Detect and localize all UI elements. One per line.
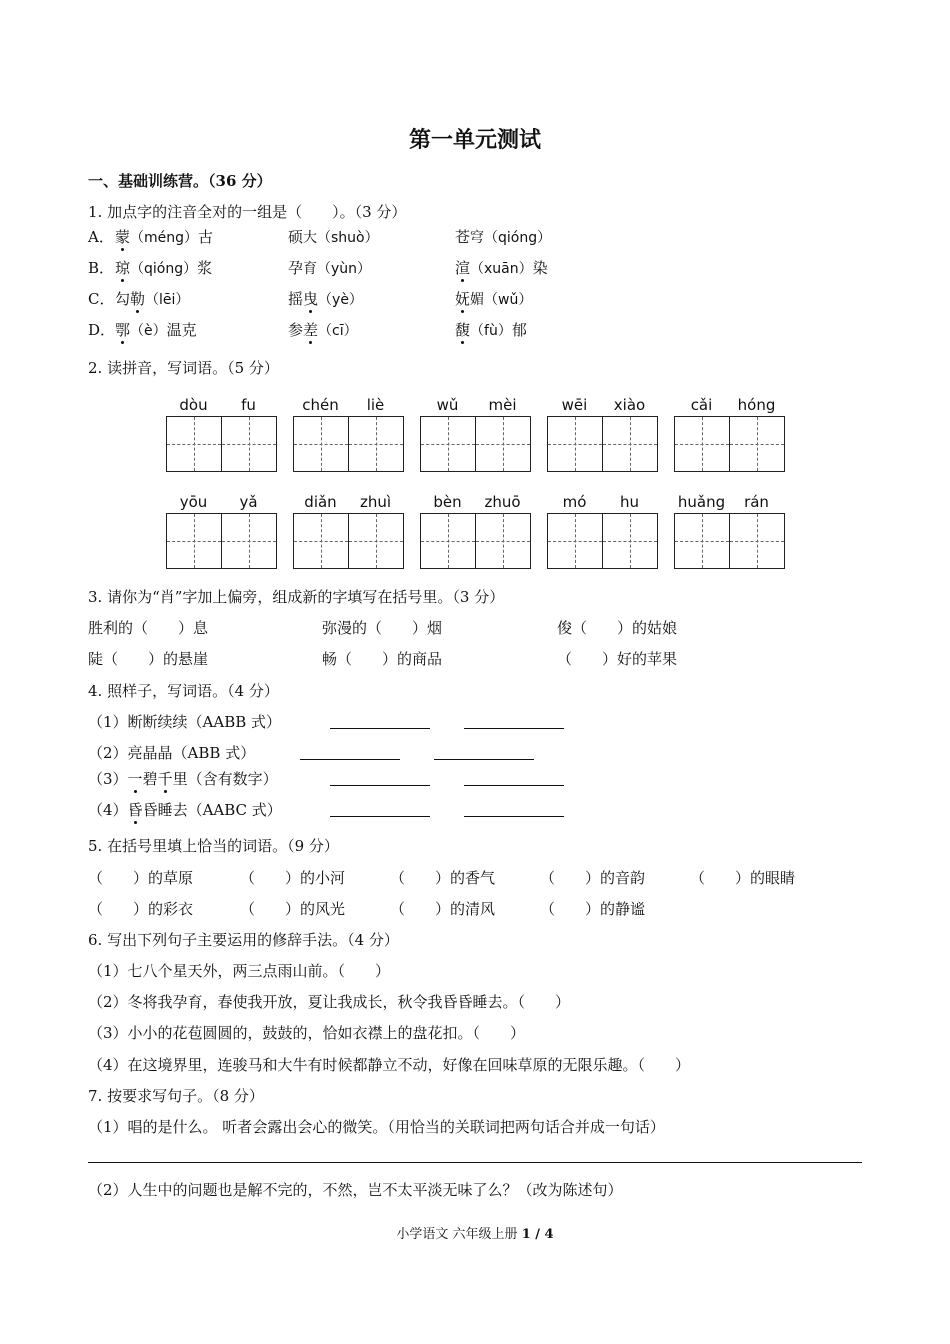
question-7-item-2: （2）人生中的问题也是解不完的，不然，岂不太平淡无味了么？（改为陈述句） <box>88 1181 623 1199</box>
grid-cell[interactable] <box>675 514 730 568</box>
item-number: （3） <box>88 770 128 788</box>
option-pinyin: （qióng） <box>130 261 198 277</box>
example-word <box>88 743 255 763</box>
page-title: 第一单元测试 <box>408 127 541 153</box>
pinyin-label: wēi <box>561 396 588 414</box>
item-number: （4） <box>88 801 128 819</box>
pinyin-label: zhuō <box>484 493 521 511</box>
grid-cell[interactable] <box>167 417 222 471</box>
option-pinyin: （è） <box>130 323 167 339</box>
pinyin-label: bèn <box>433 493 462 511</box>
option-pinyin: 穹（qióng） <box>470 230 552 246</box>
option-item <box>115 289 189 310</box>
answer-line[interactable] <box>88 1162 862 1163</box>
fill-blank-item[interactable]: （ ）的眼睛 <box>690 869 796 887</box>
fill-blank-item[interactable]: （ ）的彩衣 <box>88 900 194 918</box>
fill-blank-item[interactable]: 陡（ ）的悬崖 <box>88 650 209 668</box>
grid-guide <box>249 514 250 568</box>
dotted-char: 琼 <box>115 259 131 277</box>
sentence-item[interactable]: （1）七八个星天外，两三点雨山前。（ ） <box>88 962 391 980</box>
grid-guide <box>249 417 250 471</box>
dotted-char: 蒙 <box>115 228 131 246</box>
pinyin-label: dòu <box>179 396 208 414</box>
fill-blank-item[interactable]: （ ）好的苹果 <box>557 650 678 668</box>
grid-guide <box>376 417 377 471</box>
example-text: 碧 <box>142 770 158 788</box>
answer-blank[interactable] <box>464 785 564 786</box>
option-item <box>455 289 532 310</box>
question-7-stem: 7. 按要求写句子。（8 分） <box>88 1087 264 1105</box>
option-item <box>115 320 197 341</box>
pinyin-label: cǎi <box>690 396 713 414</box>
option-item <box>288 258 371 279</box>
grid-guide <box>321 514 322 568</box>
fill-blank-item[interactable]: 胜利的（ ）息 <box>88 619 209 637</box>
option-char: 温克 <box>166 321 197 339</box>
option-item <box>288 227 379 248</box>
dotted-char: 鄂 <box>115 321 131 339</box>
page-number: 1 / 4 <box>521 1227 554 1242</box>
grid-guide <box>503 417 504 471</box>
grid-cell[interactable] <box>222 417 276 471</box>
grid-cell[interactable] <box>730 514 784 568</box>
option-item <box>455 227 551 248</box>
writing-grid[interactable] <box>674 513 785 569</box>
example-word <box>88 800 282 820</box>
option-item <box>455 258 548 279</box>
grid-guide <box>575 417 576 471</box>
pinyin-label: yǎ <box>239 493 258 511</box>
option-char: 郁 <box>511 321 527 339</box>
grid-cell[interactable] <box>603 514 657 568</box>
answer-blank[interactable] <box>464 816 564 817</box>
option-item <box>115 258 212 279</box>
question-2-stem: 2. 读拼音，写词语。（5 分） <box>88 359 279 377</box>
grid-cell[interactable] <box>222 514 276 568</box>
option-pinyin: （cī） <box>318 323 358 339</box>
fill-blank-item[interactable]: 畅（ ）的商品 <box>322 650 443 668</box>
pinyin-label: wǔ <box>436 396 459 414</box>
example-word <box>88 712 281 732</box>
grid-cell[interactable] <box>603 417 657 471</box>
grid-guide <box>630 417 631 471</box>
option-letter[interactable]: D． <box>88 321 116 339</box>
option-pinyin: （xuān） <box>470 261 533 277</box>
pinyin-label: liè <box>366 396 385 414</box>
writing-grid[interactable] <box>293 513 404 569</box>
answer-blank[interactable] <box>330 728 430 729</box>
writing-grid[interactable] <box>166 416 277 472</box>
fill-blank-item[interactable]: （ ）的静谧 <box>540 900 646 918</box>
grid-guide <box>503 514 504 568</box>
option-pinyin: 大（shuò） <box>303 230 379 246</box>
pinyin-label: diǎn <box>304 493 337 511</box>
fill-blank-item[interactable]: （ ）的音韵 <box>540 869 646 887</box>
option-item <box>288 289 363 310</box>
footer-text: 小学语文 六年级上册 <box>396 1227 522 1242</box>
question-3-stem: 3. 请你为“肖”字加上偏旁，组成新的字填写在括号里。（3 分） <box>88 588 505 606</box>
option-pinyin: 育（yùn） <box>303 261 372 277</box>
grid-guide <box>757 514 758 568</box>
section-heading: 一、基础训练营。（36 分） <box>88 172 272 190</box>
fill-blank-item[interactable]: （ ）的小河 <box>240 869 346 887</box>
answer-blank[interactable] <box>464 728 564 729</box>
example-text: 亮晶晶（ABB 式） <box>127 744 256 762</box>
grid-cell[interactable] <box>675 417 730 471</box>
option-char: 参 <box>288 321 304 339</box>
dotted-char: 一 <box>127 770 143 788</box>
option-item <box>288 320 358 341</box>
item-number: （1） <box>88 713 128 731</box>
grid-cell[interactable] <box>349 514 403 568</box>
grid-cell[interactable] <box>349 417 403 471</box>
example-word <box>88 769 278 789</box>
pinyin-label: yōu <box>179 493 208 511</box>
writing-grid[interactable] <box>166 513 277 569</box>
dotted-char: 渲 <box>455 259 471 277</box>
writing-grid[interactable] <box>420 513 531 569</box>
grid-cell[interactable] <box>167 514 222 568</box>
example-text: 里（含有数字） <box>172 770 278 788</box>
question-5-stem: 5. 在括号里填上恰当的词语。（9 分） <box>88 837 339 855</box>
dotted-char: 馥 <box>455 321 471 339</box>
fill-blank-item[interactable]: 弥漫的（ ）烟 <box>322 619 443 637</box>
grid-guide <box>757 417 758 471</box>
question-1-stem: 1. 加点字的注音全对的一组是（ ）。（3 分） <box>88 203 407 221</box>
grid-cell[interactable] <box>294 417 349 471</box>
option-char: 硕 <box>288 228 304 246</box>
question-4-stem: 4. 照样子，写词语。（4 分） <box>88 682 279 700</box>
pinyin-label: mèi <box>488 396 517 414</box>
option-pinyin: （méng） <box>130 230 199 246</box>
dotted-char: 勒 <box>130 290 146 308</box>
writing-grid[interactable] <box>420 416 531 472</box>
grid-guide <box>448 514 449 568</box>
grid-cell[interactable] <box>476 514 530 568</box>
grid-cell[interactable] <box>548 417 603 471</box>
option-char: 苍 <box>455 228 471 246</box>
grid-cell[interactable] <box>294 514 349 568</box>
option-pinyin: 媚（wǔ） <box>470 292 533 308</box>
pinyin-label: rán <box>744 493 769 511</box>
sentence-item[interactable]: （4）在这境界里，连骏马和大牛有时候都静立不动，好像在回味草原的无限乐趣。（ ） <box>88 1056 691 1074</box>
option-item <box>455 320 527 341</box>
pinyin-label: zhuì <box>359 493 392 511</box>
dotted-char: 妩 <box>455 290 471 308</box>
pinyin-label: mó <box>562 493 587 511</box>
option-char: 染 <box>532 259 548 277</box>
writing-grid[interactable] <box>547 416 658 472</box>
fill-blank-item[interactable]: （ ）的香气 <box>390 869 496 887</box>
fill-blank-item[interactable]: （ ）的清风 <box>390 900 496 918</box>
option-item <box>115 227 213 248</box>
example-text: 昏睡去（AABC 式） <box>142 801 282 819</box>
pinyin-label: hu <box>619 493 639 511</box>
fill-blank-item[interactable]: （ ）的风光 <box>240 900 346 918</box>
option-char: 摇 <box>288 290 304 308</box>
fill-blank-item[interactable]: （ ）的草原 <box>88 869 194 887</box>
item-number: （2） <box>88 744 128 762</box>
writing-grid[interactable] <box>547 513 658 569</box>
grid-guide <box>194 417 195 471</box>
grid-guide <box>575 514 576 568</box>
question-6-stem: 6. 写出下列句子主要运用的修辞手法。（4 分） <box>88 931 399 949</box>
dotted-char: 千 <box>157 770 173 788</box>
answer-blank[interactable] <box>330 816 430 817</box>
grid-guide <box>321 417 322 471</box>
pinyin-label: xiào <box>613 396 646 414</box>
pinyin-label: chén <box>302 396 339 414</box>
option-char: 古 <box>198 228 214 246</box>
option-letter[interactable]: B． <box>88 259 115 277</box>
grid-cell[interactable] <box>421 417 476 471</box>
option-char: 勾 <box>115 290 131 308</box>
pinyin-label: fu <box>241 396 256 414</box>
fill-blank-item[interactable]: 俊（ ）的姑娘 <box>557 619 678 637</box>
sentence-item[interactable]: （3）小小的花苞圆圆的，鼓鼓的，恰如衣襟上的盘花扣。（ ） <box>88 1024 526 1042</box>
grid-cell[interactable] <box>548 514 603 568</box>
grid-cell[interactable] <box>730 417 784 471</box>
answer-blank[interactable] <box>300 759 400 760</box>
writing-grid[interactable] <box>293 416 404 472</box>
option-pinyin: （lēi） <box>145 292 190 308</box>
pinyin-label: hóng <box>737 396 776 414</box>
page-footer <box>0 1225 950 1245</box>
option-letter[interactable]: A． <box>88 228 114 246</box>
grid-cell[interactable] <box>476 417 530 471</box>
dotted-char: 曳 <box>303 290 319 308</box>
dotted-char: 差 <box>303 321 319 339</box>
option-letter[interactable]: C． <box>88 290 115 308</box>
question-7-item-1: （1）唱的是什么。 听者会露出会心的微笑。（用恰当的关联词把两句话合并成一句话） <box>88 1118 665 1136</box>
grid-guide <box>194 514 195 568</box>
sentence-item[interactable]: （2）冬将我孕育，春使我开放，夏让我成长，秋令我昏昏睡去。（ ） <box>88 993 571 1011</box>
option-char: 浆 <box>197 259 213 277</box>
option-char: 孕 <box>288 259 304 277</box>
grid-guide <box>448 417 449 471</box>
answer-blank[interactable] <box>434 759 534 760</box>
grid-guide <box>630 514 631 568</box>
example-text: 断断续续（AABB 式） <box>127 713 282 731</box>
dotted-char: 昏 <box>127 801 143 819</box>
writing-grid[interactable] <box>674 416 785 472</box>
answer-blank[interactable] <box>330 785 430 786</box>
pinyin-label: huǎng <box>677 493 726 511</box>
grid-guide <box>702 417 703 471</box>
grid-guide <box>702 514 703 568</box>
option-pinyin: （fù） <box>470 323 512 339</box>
grid-guide <box>376 514 377 568</box>
grid-cell[interactable] <box>421 514 476 568</box>
option-pinyin: （yè） <box>318 292 363 308</box>
